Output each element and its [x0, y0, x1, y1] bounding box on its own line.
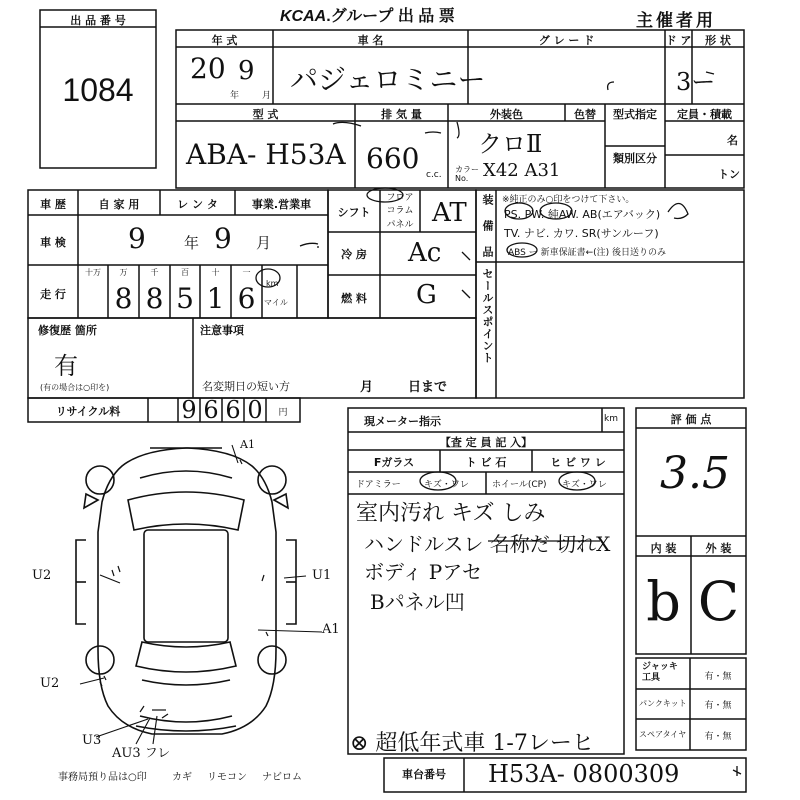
deadline-month-unit: 月	[360, 380, 374, 395]
mirror-label: ドアミラー	[356, 480, 401, 490]
color-no-value: X42 A31	[483, 160, 561, 181]
chassis-value: H53A- 0800309	[488, 760, 680, 788]
year-value: 20	[190, 52, 226, 85]
digit-label-100k: 十万	[85, 268, 101, 277]
equipment-note: ※純正のみ○印をつけて下さい。	[502, 195, 635, 205]
mileage-digit: 8	[145, 282, 164, 315]
equipment-line-3: ABS ー 新車保証書←(注) 後日送りのみ	[508, 248, 667, 258]
mileage-label: 走 行	[40, 288, 66, 301]
equipment-line-1: PS. PW. 純AW. AB(エアバック)	[504, 208, 661, 221]
interior-value: b	[646, 570, 681, 633]
recycle-digit: 6	[203, 396, 219, 424]
mark-bottom-left: U3	[82, 733, 102, 748]
mark-bottom: AU3 フレ	[112, 746, 171, 761]
model-value: ABA- H53A	[186, 138, 346, 171]
inspector-title: 【査 定 員 記 入】	[439, 436, 533, 449]
doors-label: ド ア	[665, 34, 692, 47]
recycle-unit: 円	[278, 408, 288, 418]
inspector-cell-chip: ト ビ 石	[465, 456, 507, 469]
office-item-navirom: ナビロム	[262, 772, 302, 783]
fuel-label: 燃 料	[341, 292, 367, 305]
inspector-footer-note: ⊗ 超低年式車 1-7レーヒ	[350, 731, 594, 756]
notes-label: 注意事項	[200, 324, 244, 337]
history-option-private: 自 家 用	[98, 198, 140, 211]
aircon-value: Ac	[408, 238, 442, 268]
inspection-label: 車 検	[40, 236, 66, 249]
mileage-digit: 6	[237, 282, 256, 315]
mark-right-upper: U1	[312, 568, 332, 583]
inspector-comment: ボディ Pアセ	[364, 560, 483, 584]
recycle-digit: 0	[247, 396, 263, 424]
lot-number-value: 1084	[62, 72, 134, 108]
model-label: 型 式	[252, 108, 279, 121]
inspector-comment: 室内汚れ キズ しみ	[356, 501, 546, 526]
puncture-options: 有・無	[704, 701, 732, 711]
puncture-label: パンクキット	[639, 699, 687, 708]
mirror-value: キズ・ワレ	[424, 480, 469, 490]
exterior-label: 外 装	[705, 542, 732, 555]
capacity-unit-tons: トン	[718, 168, 740, 181]
recycle-label: リサイクル料	[55, 405, 121, 418]
history-option-rental: レ ン タ	[177, 198, 218, 211]
office-item-remote: リモコン	[207, 772, 247, 783]
month-unit: 月	[262, 91, 272, 101]
score-label: 評 価 点	[670, 413, 712, 426]
mark-top: A1	[240, 438, 255, 451]
inspection-month-value: 9	[214, 222, 232, 255]
displacement-unit: c.c.	[426, 170, 442, 180]
digit-label-10: 十	[211, 268, 220, 277]
recycle-digit: 6	[225, 396, 241, 424]
category-label: 類別区分	[613, 152, 657, 165]
type-designation-label: 型式指定	[613, 108, 657, 121]
equipment-label: 装 備 品	[481, 194, 494, 258]
deadline-label: 名変期日の短い方	[202, 380, 290, 393]
shift-label: シフト	[337, 206, 371, 219]
car-name-label: 車 名	[357, 34, 384, 47]
mileage-digit: 8	[114, 282, 133, 315]
interior-label: 内 装	[650, 542, 677, 555]
digit-label-1k: 千	[150, 268, 159, 277]
lot-number-label: 出 品 番 号	[70, 14, 126, 27]
jack-label: ジャッキ 工具	[642, 662, 678, 683]
car-diagram	[76, 448, 296, 734]
score-value: 3.5	[660, 448, 730, 499]
mileage-digit: 1	[206, 282, 225, 315]
exterior-value: C	[697, 570, 740, 633]
history-label: 車 歴	[40, 198, 66, 211]
year-unit: 年	[230, 91, 240, 101]
inspection-year-value: 9	[128, 222, 146, 255]
year-label: 年 式	[211, 34, 238, 47]
car-name-value: パジェロミニー	[290, 63, 486, 96]
meter-unit: km	[604, 414, 618, 424]
sales-point-label: セールスポイント	[481, 268, 494, 364]
jack-options: 有・無	[704, 672, 732, 682]
color-value: クロⅡ	[478, 130, 543, 158]
office-item-key: カギ	[172, 772, 192, 783]
wheel-value: キズ・ワレ	[562, 480, 607, 490]
meter-label: 現メーター指示	[364, 415, 441, 428]
digit-label-10k: 万	[119, 268, 128, 277]
displacement-label: 排 気 量	[381, 108, 422, 121]
shift-option-panel: パネル	[386, 220, 414, 230]
mileage-digit: 5	[176, 282, 194, 315]
organizer-label: 主催者用	[636, 11, 716, 31]
office-label: 事務局預り品は○印	[58, 772, 147, 783]
color-change-label: 色替	[574, 108, 596, 121]
repair-label: 修復歴 箇所	[38, 324, 97, 337]
spare-options: 有・無	[704, 732, 732, 742]
color-no-label: カラー No.	[455, 165, 479, 183]
shift-option-floor: フロア	[386, 193, 414, 203]
spare-label: スペアタイヤ	[639, 730, 687, 739]
equipment-line-2: TV. ナビ. カワ. SR(サンルーフ)	[504, 227, 659, 240]
inspection-year-unit: 年	[184, 234, 200, 252]
capacity-label: 定員・積載	[677, 108, 732, 121]
mark-left-lower: U2	[40, 676, 60, 691]
doors-value: 3ー	[676, 68, 716, 96]
displacement-value: 660	[366, 142, 420, 175]
unit-km: km	[266, 279, 279, 288]
shift-option-column: コラム	[386, 206, 414, 216]
inspector-cell-crack: ヒ ビ ワ レ	[550, 456, 606, 469]
digit-label-100: 百	[181, 268, 189, 277]
repair-note: (有の場合は○印を)	[40, 383, 110, 392]
history-option-commercial: 事業.営業車	[251, 198, 312, 211]
form-title	[280, 3, 455, 26]
kcaa-logo: KCAA	[280, 8, 327, 25]
mark-left: U2	[32, 568, 52, 583]
aircon-label: 冷 房	[341, 248, 367, 261]
mark-right-lower: A1	[322, 622, 340, 637]
inspector-cell-glass: Fガラス	[373, 456, 415, 469]
deadline-day-unit: 日まで	[408, 380, 448, 395]
capacity-unit-persons: 名	[727, 134, 738, 147]
grade-label: グ レ ー ド	[538, 34, 595, 47]
form-title-text: .グループ 出 品 票	[326, 8, 455, 25]
chassis-label: 車台番号	[402, 768, 446, 781]
inspector-comment: ハンドルスレ 名称だ 切れX	[364, 532, 611, 556]
body-type-label: 形 状	[705, 34, 731, 47]
wheel-label: ホイール(CP)	[492, 480, 547, 490]
inspection-month-unit: 月	[256, 234, 272, 252]
recycle-digit: 9	[181, 396, 197, 424]
inspector-comment: Bパネル凹	[370, 590, 465, 614]
shift-value: AT	[432, 198, 467, 228]
fuel-value: G	[416, 280, 437, 310]
exterior-color-label: 外装色	[490, 108, 523, 121]
repair-value: 有	[54, 352, 78, 380]
month-value: 9	[238, 56, 255, 86]
unit-mile: マイル	[264, 298, 288, 307]
digit-label-1: 一	[242, 268, 251, 277]
